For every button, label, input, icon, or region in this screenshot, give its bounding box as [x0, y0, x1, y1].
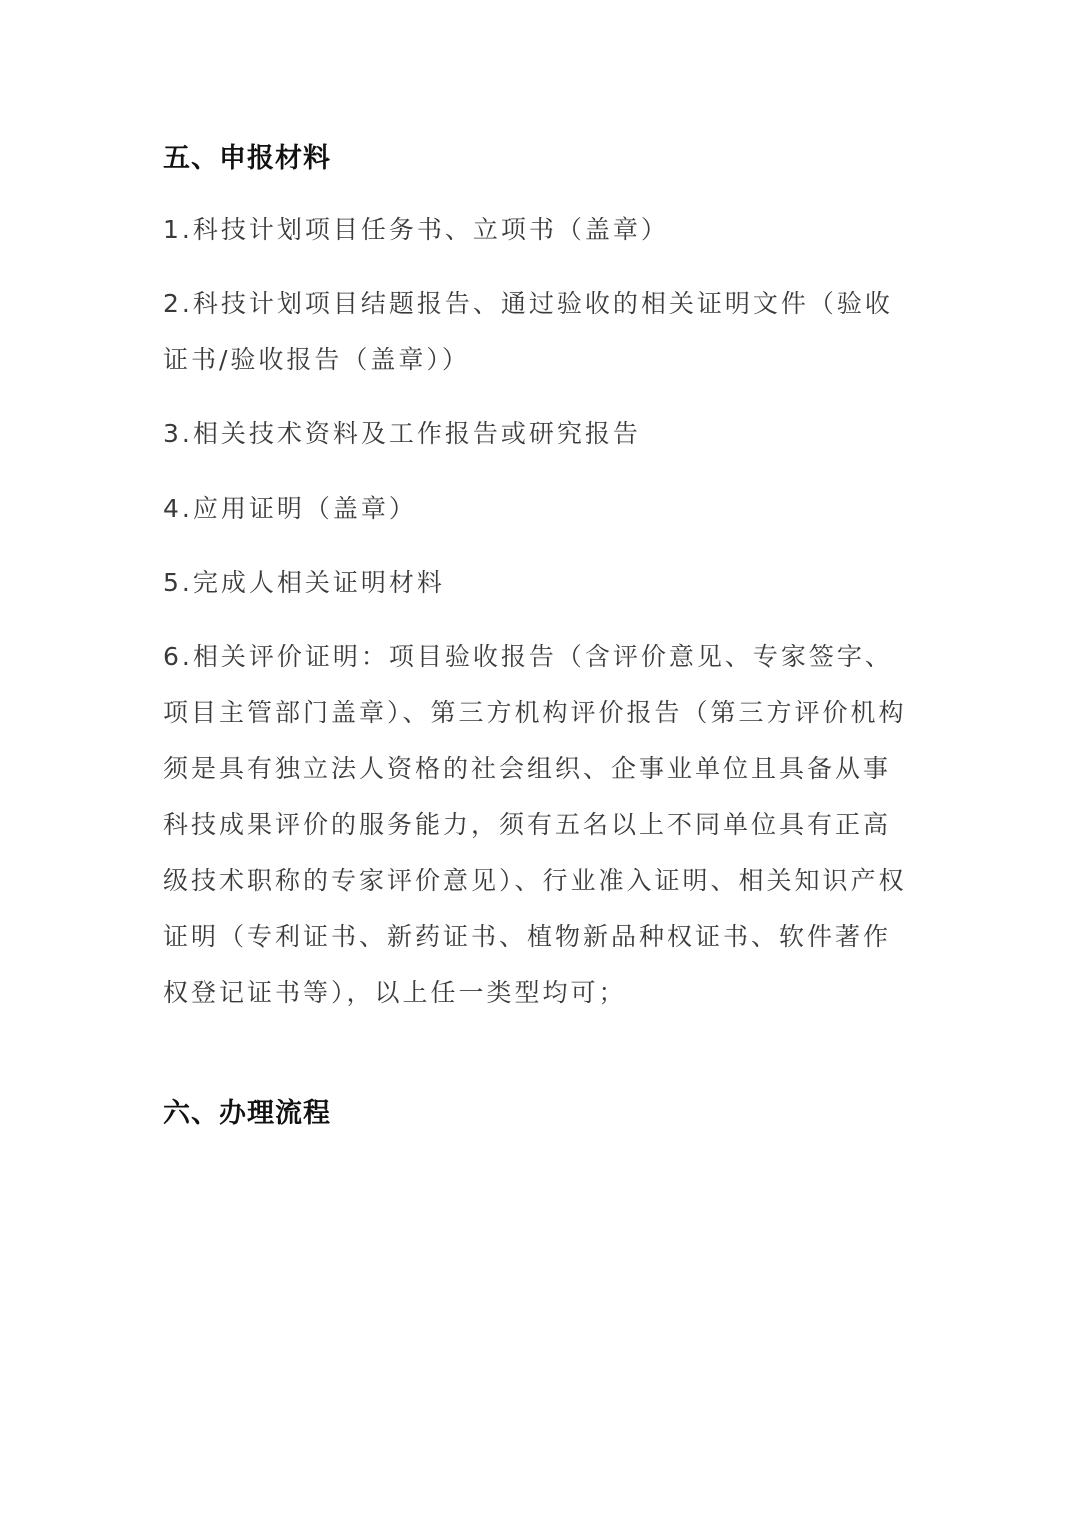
section-heading-process: 六、办理流程 [163, 1098, 331, 1129]
material-item-2: 2.科技计划项目结题报告、通过验收的相关证明文件（验收证书/验收报告（盖章）） [163, 289, 893, 374]
material-item-1: 1.科技计划项目任务书、立项书（盖章） [163, 215, 669, 244]
material-item-4: 4.应用证明（盖章） [163, 494, 417, 523]
material-item-5: 5.完成人相关证明材料 [163, 568, 445, 597]
material-item-3: 3.相关技术资料及工作报告或研究报告 [163, 419, 641, 448]
material-item-6: 6.相关评价证明：项目验收报告（含评价意见、专家签字、项目主管部门盖章）、第三方机构评价报告（第三方评价机构须是具有独立法人资格的社会组织、企事业单位且具备从事科技成果评价的服务能力，须有五名以上不同单位具有正高级技术职称的专家评价意见）、行业准入证明、相关知识产权证明（专利证书、新药证书、植物新品种权证书、软件著作权登记证书等），以上任一类型均可； [163, 642, 907, 1007]
section-heading-materials: 五、申报材料 [163, 143, 331, 174]
